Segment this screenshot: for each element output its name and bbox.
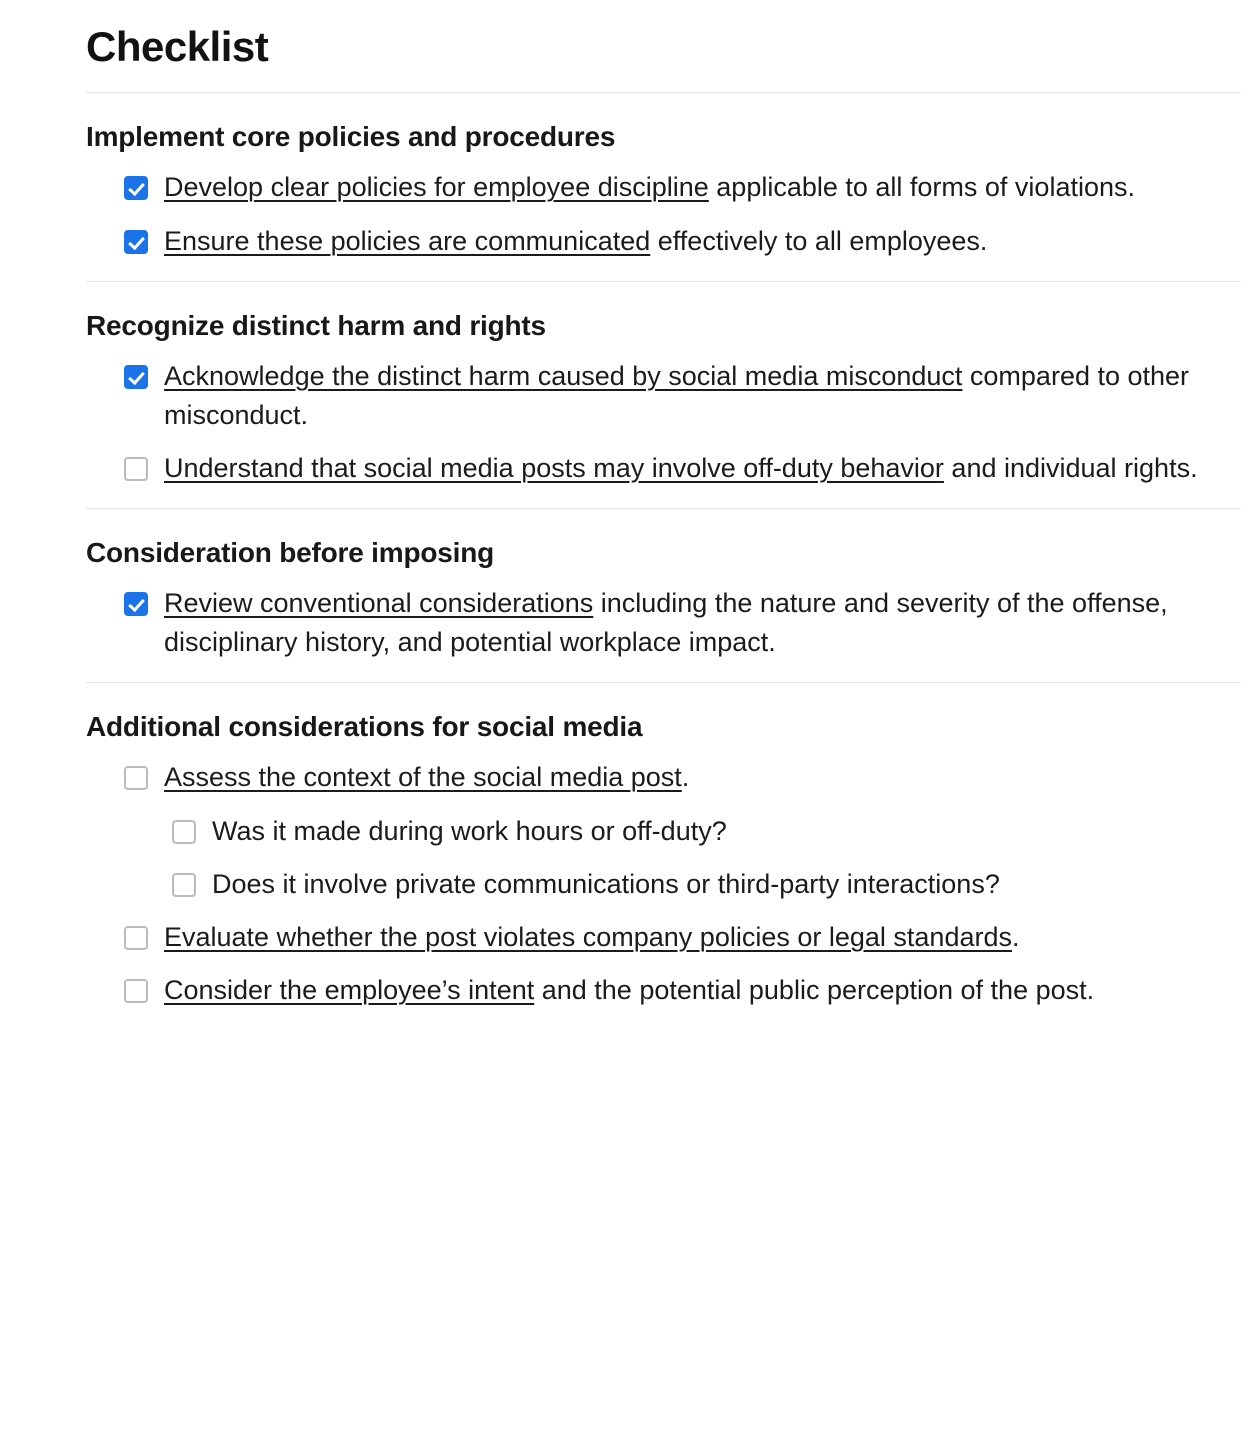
- checklist-items: [86, 584, 1241, 662]
- checklist-item-tail: and individual rights.: [943, 452, 1198, 483]
- checkbox-unchecked-icon[interactable]: [124, 766, 148, 790]
- checklist-item-lead[interactable]: Evaluate whether the post violates company policies or legal standards: [164, 921, 1012, 952]
- checklist-item-lead[interactable]: Acknowledge the distinct harm caused by social media misconduct: [164, 360, 963, 391]
- checklist-items: [86, 357, 1241, 488]
- checklist-page: [0, 22, 1241, 1430]
- checklist-item[interactable]: [86, 357, 1241, 435]
- checkbox-unchecked-icon[interactable]: [172, 820, 196, 844]
- checklist-item-text: [164, 222, 1241, 261]
- divider: [86, 682, 1241, 683]
- checkbox-unchecked-icon[interactable]: [172, 873, 196, 897]
- section-heading: Consideration before imposing: [86, 537, 495, 569]
- checklist-item-lead[interactable]: Ensure these policies are communicated: [164, 225, 651, 256]
- checkbox-checked-icon[interactable]: [124, 176, 148, 200]
- checklist-item-text: [212, 865, 1241, 904]
- checklist-item[interactable]: [86, 758, 1241, 797]
- checklist-item-text: [164, 918, 1241, 957]
- checklist-item-text: [212, 812, 1241, 851]
- checklist-item-tail: Does it involve private communications or third-party interactions?: [212, 868, 1000, 899]
- divider: [86, 281, 1241, 282]
- checklist-item-lead[interactable]: Understand that social media posts may involve off-duty behavior: [164, 452, 944, 483]
- page-title: Checklist: [86, 23, 269, 70]
- checkbox-unchecked-icon[interactable]: [124, 926, 148, 950]
- checklist-item-tail: compared to other misconduct.: [164, 360, 1190, 430]
- checklist-item-text: [164, 758, 1241, 797]
- checklist-item-text: [164, 584, 1241, 662]
- checklist-item-tail: .: [1011, 921, 1020, 952]
- checklist-item-text: [164, 168, 1241, 207]
- checklist-item[interactable]: [86, 584, 1241, 662]
- divider: [86, 508, 1241, 509]
- checklist-item-lead[interactable]: Assess the context of the social media post: [164, 762, 682, 793]
- checklist-item[interactable]: [86, 812, 1241, 851]
- section-heading: Recognize distinct harm and rights: [86, 309, 546, 341]
- checklist-sections: [0, 119, 1241, 1010]
- checkbox-unchecked-icon[interactable]: [124, 457, 148, 481]
- checklist-item-lead[interactable]: Develop clear policies for employee discipline: [164, 172, 709, 203]
- checklist-item-lead[interactable]: Review conventional considerations: [164, 588, 594, 619]
- checkbox-checked-icon[interactable]: [124, 365, 148, 389]
- checklist-item-tail: Was it made during work hours or off-duty?: [212, 815, 727, 846]
- checklist-item[interactable]: [86, 865, 1241, 904]
- checklist-item[interactable]: [86, 918, 1241, 957]
- checklist-item[interactable]: [86, 449, 1241, 488]
- checklist-section: [86, 535, 1241, 662]
- checklist-item[interactable]: [86, 222, 1241, 261]
- checklist-item-text: [164, 971, 1241, 1010]
- checklist-section: [86, 308, 1241, 488]
- checkbox-unchecked-icon[interactable]: [124, 979, 148, 1003]
- checklist-item[interactable]: [86, 168, 1241, 207]
- checkbox-checked-icon[interactable]: [124, 592, 148, 616]
- checklist-item-tail: .: [681, 762, 690, 793]
- divider: [86, 92, 1241, 93]
- checklist-item-lead[interactable]: Consider the employee’s intent: [164, 974, 535, 1005]
- checklist-item[interactable]: [86, 971, 1241, 1010]
- checklist-item-text: [164, 357, 1241, 435]
- checklist-items: [86, 758, 1241, 1010]
- checklist-item-tail: and the potential public perception of the post.: [534, 974, 1095, 1005]
- section-heading: Additional considerations for social media: [86, 711, 643, 743]
- section-heading: Implement core policies and procedures: [86, 121, 616, 153]
- checkbox-checked-icon[interactable]: [124, 230, 148, 254]
- checklist-section: [86, 709, 1241, 1010]
- checklist-items: [86, 168, 1241, 260]
- checklist-item-text: [164, 449, 1241, 488]
- checklist-item-tail: including the nature and severity of the offense, disciplinary history, and potential workplace impact.: [164, 588, 1168, 658]
- checklist-item-tail: applicable to all forms of violations.: [708, 172, 1135, 203]
- checklist-item-tail: effectively to all employees.: [650, 225, 988, 256]
- checklist-section: [86, 119, 1241, 260]
